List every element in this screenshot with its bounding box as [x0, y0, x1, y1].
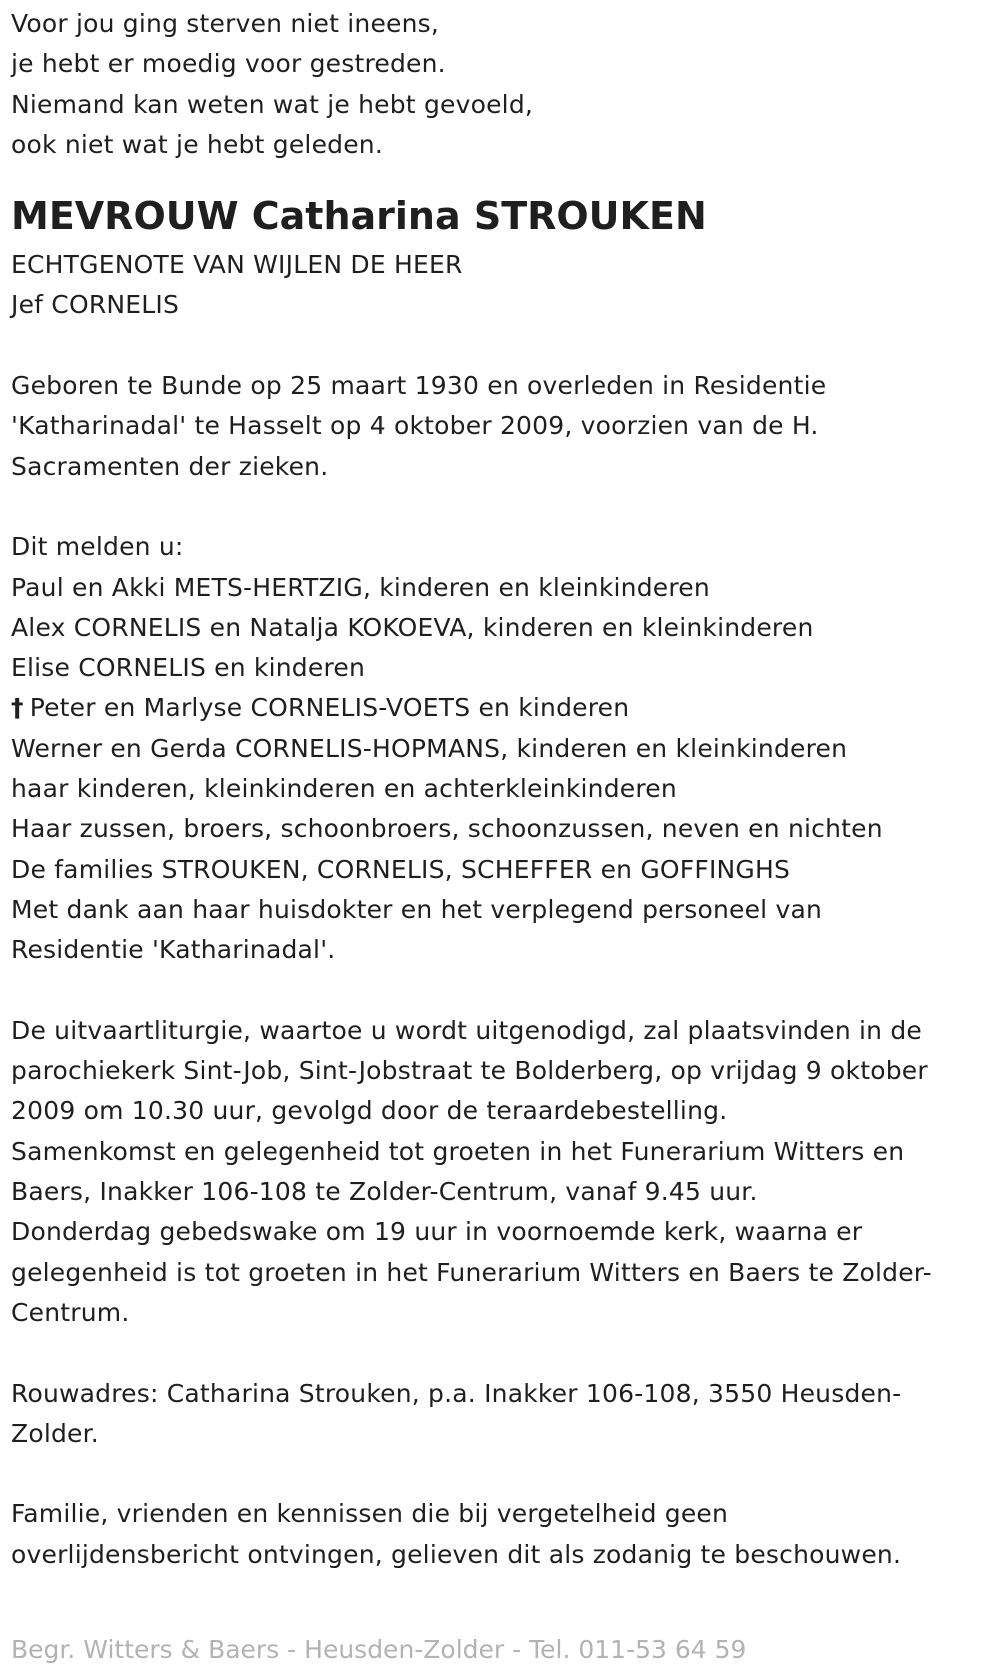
text-line: parochiekerk Sint-Job, Sint-Jobstraat te Bolderberg, op vrijdag 9 oktober [11, 1056, 928, 1086]
funeral-paragraph [11, 1011, 1000, 1333]
poem-line: ook niet wat je hebt geleden. [11, 129, 383, 159]
text-line: Baers, Inakker 106-108 te Zolder-Centrum, vanaf 9.45 uur. [11, 1177, 758, 1207]
poem-line: Niemand kan weten wat je hebt gevoeld, [11, 89, 534, 119]
text-line: Sacramenten der zieken. [11, 451, 329, 481]
announcement-intro: Dit melden u: [11, 532, 184, 562]
address-paragraph [11, 1374, 1000, 1455]
undertaker-footer: Begr. Witters & Baers - Heusden-Zolder - Tel. 011-53 64 59 [11, 1635, 747, 1664]
text-line: Geboren te Bunde op 25 maart 1930 en overleden in Residentie [11, 371, 827, 401]
family-line: Met dank aan haar huisdokter en het verplegend personeel van [11, 894, 823, 924]
notice-paragraph [11, 1494, 1000, 1575]
family-line: Werner en Gerda CORNELIS-HOPMANS, kinderen en kleinkinderen [11, 733, 848, 763]
family-line: Elise CORNELIS en kinderen [11, 653, 366, 683]
announcement-paragraph [11, 527, 1000, 970]
text-line: 2009 om 10.30 uur, gevolgd door de teraardebestelling. [11, 1096, 728, 1126]
text-line: Samenkomst en gelegenheid tot groeten in het Funerarium Witters en [11, 1136, 905, 1166]
family-line [11, 688, 1000, 728]
poem-line: je hebt er moedig voor gestreden. [11, 49, 446, 79]
birth-death-paragraph [11, 366, 1000, 487]
poem [11, 4, 1000, 165]
text-line: Zolder. [11, 1418, 99, 1448]
text-line: 'Katharinadal' te Hasselt op 4 oktober 2009, voorzien van de H. [11, 411, 819, 441]
family-line: Paul en Akki METS-HERTZIG, kinderen en kleinkinderen [11, 572, 710, 602]
deceased-family-text: Peter en Marlyse CORNELIS-VOETS en kinderen [29, 693, 630, 723]
family-line: haar kinderen, kleinkinderen en achterkleinkinderen [11, 774, 677, 804]
deceased-name: MEVROUW Catharina STROUKEN [11, 194, 707, 239]
family-line: Residentie 'Katharinadal'. [11, 935, 336, 965]
cross-icon: † [11, 693, 24, 723]
text-line: Rouwadres: Catharina Strouken, p.a. Inakker 106-108, 3550 Heusden- [11, 1378, 902, 1408]
text-line: Centrum. [11, 1297, 130, 1327]
text-line: gelegenheid is tot groeten in het Funerarium Witters en Baers te Zolder- [11, 1257, 932, 1287]
family-line: Haar zussen, broers, schoonbroers, schoonzussen, neven en nichten [11, 814, 883, 844]
text-line: Familie, vrienden en kennissen die bij vergetelheid geen [11, 1499, 729, 1529]
text-line: De uitvaartliturgie, waartoe u wordt uitgenodigd, zal plaatsvinden in de [11, 1015, 922, 1045]
text-line: overlijdensbericht ontvingen, gelieven dit als zodanig te beschouwen. [11, 1539, 902, 1569]
spouse-name: Jef CORNELIS [11, 290, 180, 320]
spouse-title: ECHTGENOTE VAN WIJLEN DE HEER [11, 250, 463, 280]
text-line: Donderdag gebedswake om 19 uur in voornoemde kerk, waarna er [11, 1217, 863, 1247]
family-line: Alex CORNELIS en Natalja KOKOEVA, kinderen en kleinkinderen [11, 612, 814, 642]
family-line: De families STROUKEN, CORNELIS, SCHEFFER en GOFFINGHS [11, 854, 791, 884]
poem-line: Voor jou ging sterven niet ineens, [11, 9, 440, 38]
